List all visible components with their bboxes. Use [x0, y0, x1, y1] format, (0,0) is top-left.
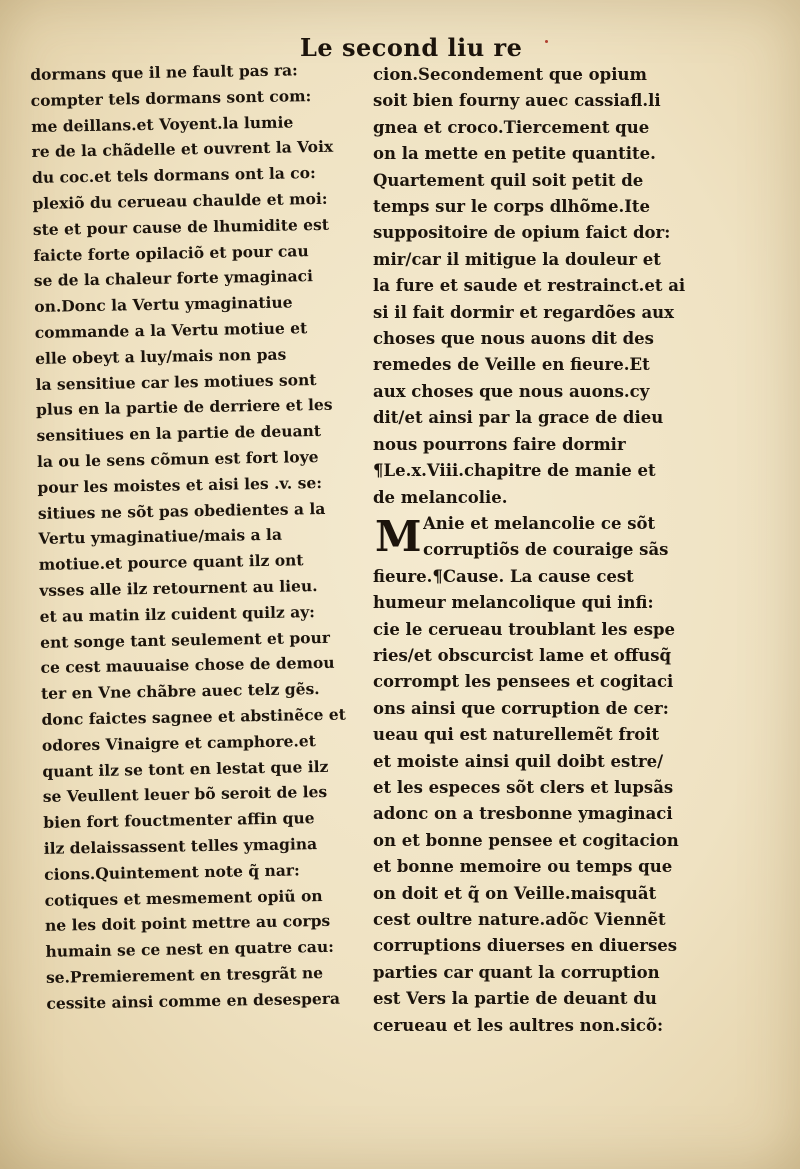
text-line: du coc.et tels dormans ont la co:: [31, 163, 316, 188]
text-line: sitiues ne sõt pas obedientes a la: [37, 498, 326, 523]
text-line: dit/et ainsi par la grace de dieu: [373, 408, 664, 428]
text-line: la ou le sens cõmun est fort loye: [36, 446, 319, 471]
text-line: on.Donc la Vertu ymaginatiue: [34, 292, 293, 317]
text-line: gnea et croco.Tiercement que: [373, 117, 650, 137]
running-title: Le second liu re: [300, 33, 523, 62]
text-line: pour les moistes et aisi les .v. se:: [37, 472, 323, 497]
text-line: commande a la Vertu motiue et: [34, 318, 308, 342]
text-line: la fure et saude et restrainct.et ai: [373, 276, 686, 296]
text-line: re de la chãdelle et ouvrent la Voix: [31, 137, 334, 162]
text-line: cotiques et mesmement opiũ on: [44, 885, 323, 910]
text-line: ries/et obscurcist lame et offusq̃: [373, 645, 672, 665]
text-line: plexiõ du cerueau chaulde et moi:: [32, 188, 328, 213]
text-line: plus en la partie de derriere et les: [35, 395, 333, 420]
text-line: nous pourrons faire dormir: [373, 434, 626, 454]
text-line: la sensitiue car les motiues sont: [35, 369, 317, 394]
text-line: choses que nous auons dit des: [373, 329, 654, 349]
text-line: donc faictes sagnee et abstinẽce et: [41, 704, 346, 729]
text-line: se.Premierement en tresgrãt ne: [45, 962, 324, 987]
text-line: mir/car il mitigue la douleur et: [373, 249, 661, 269]
text-line: cions.Quintement note q̃ nar:: [44, 860, 300, 884]
text-line: ent songe tant seulement et pour: [39, 627, 331, 652]
text-line: se Veullent leuer bõ seroit de les: [42, 782, 328, 807]
text-line: soit bien fourny auec cassiafl.li: [373, 91, 661, 111]
initial-block: [373, 511, 693, 564]
text-line: cion.Secondement que opium: [373, 65, 647, 84]
text-line: aux choses que nous auons.cy: [373, 381, 650, 401]
text-line: bien fort fouctmenter affin que: [43, 808, 315, 832]
text-line: adonc on a tresbonne ymaginaci: [373, 804, 673, 824]
text-line: Anie et melancolie ce sõt: [423, 513, 656, 533]
text-line: ilz delaissassent telles ymagina: [43, 834, 318, 858]
text-line: ueau qui est naturellemẽt froit: [373, 725, 660, 745]
text-line: corruptiõs de couraige sãs: [423, 540, 669, 560]
text-line: parties car quant la corruption: [373, 962, 660, 982]
text-line: Quartement quil soit petit de: [373, 170, 644, 190]
right-column-text-after: [373, 564, 693, 1039]
text-line: cerueau et les aultres non.sicõ:: [373, 1015, 664, 1035]
text-line: corruptions diuerses en diuerses: [373, 936, 678, 956]
text-line: elle obeyt a luy/mais non pas: [35, 344, 287, 368]
text-line: faicte forte opilaciõ et pour cau: [33, 240, 309, 265]
text-line: odores Vinaigre et camphore.et: [41, 730, 317, 755]
text-line: temps sur le corps dlhõme.Ite: [373, 197, 651, 217]
text-line: ¶Le.x.Viii.chapitre de manie et: [373, 461, 656, 481]
right-column-text-before: [373, 62, 693, 458]
text-line: on la mette en petite quantite.: [373, 144, 656, 164]
text-line: Vertu ymaginatiue/mais a la: [38, 525, 283, 549]
text-line: me deillans.et Voyent.la lumie: [30, 112, 294, 136]
chapter-heading: [373, 458, 693, 511]
text-line: on doit et q̃ on Veille.maisquãt: [373, 883, 657, 903]
text-line: fieure.¶Cause. La cause cest: [373, 566, 634, 586]
text-line: ce cest mauuaise chose de demou: [40, 653, 335, 678]
text-line: ne les doit point mettre au corps: [44, 911, 331, 936]
text-line: corrompt les pensees et cogitaci: [373, 672, 674, 692]
text-line: si il fait dormir et regardões aux: [373, 302, 674, 322]
text-line: et les especes sõt clers et lupsãs: [373, 777, 674, 797]
text-line: humeur melancolique qui infi:: [373, 593, 654, 613]
text-line: se de la chaleur forte ymaginaci: [33, 266, 314, 291]
decorated-initial-letter: M: [375, 511, 422, 561]
text-line: et moiste ainsi quil doibt estre/: [373, 751, 664, 771]
text-line: dormans que il ne fault pas ra:: [30, 60, 298, 84]
text-line: cessite ainsi comme en desespera: [46, 988, 341, 1013]
text-line: ons ainsi que corruption de cer:: [373, 698, 669, 718]
text-line: quant ilz se tont en lestat que ilz: [42, 756, 329, 781]
text-line: suppositoire de opium faict dor:: [373, 223, 671, 243]
text-line: on et bonne pensee et cogitacion: [373, 830, 679, 850]
text-line: motiue.et pource quant ilz ont: [38, 550, 304, 575]
text-line: et bonne memoire ou temps que: [373, 857, 673, 877]
text-line: remedes de Veille en fieure.Et: [373, 355, 650, 375]
text-line: et au matin ilz cuident quilz ay:: [39, 601, 316, 626]
text-line: cest oultre nature.adõc Viennẽt: [373, 909, 666, 929]
right-column: [373, 62, 693, 1039]
text-line: compter tels dormans sont com:: [30, 85, 312, 110]
text-line: ter en Vne chãbre auec telz gẽs.: [40, 679, 320, 704]
ink-speck: [545, 40, 548, 43]
text-line: humain se ce nest en quatre cau:: [45, 936, 335, 961]
text-line: cie le cerueau troublant les espe: [373, 619, 676, 639]
text-line: ste et pour cause de lhumidite est: [32, 214, 330, 239]
text-line: vsses alle ilz retournent au lieu.: [39, 575, 318, 600]
text-line: est Vers la partie de deuant du: [373, 989, 657, 1009]
left-column: [30, 56, 377, 1016]
text-line: de melancolie.: [373, 487, 508, 507]
text-line: sensitiues en la partie de deuant: [36, 421, 322, 446]
